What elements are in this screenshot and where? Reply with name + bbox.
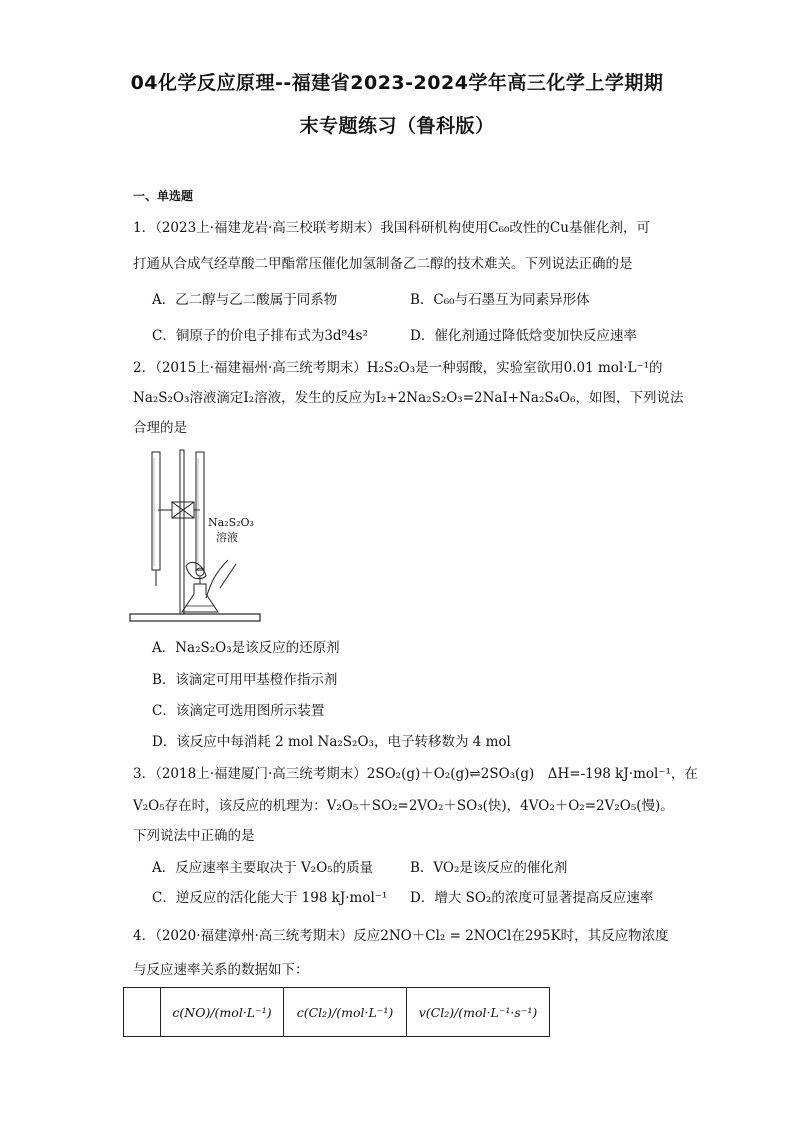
- table-header-blank: [124, 988, 161, 1037]
- q1-option-c: C．铜原子的价电子排布式为3d⁹4s²: [152, 328, 368, 344]
- table-header-c-no: c(NO)/(mol·L⁻¹): [161, 988, 284, 1037]
- q2-option-c: C．该滴定可选用图所示装置: [152, 703, 325, 719]
- titration-apparatus-figure: [128, 448, 268, 628]
- q3-option-a: A．反应速率主要取决于 V₂O₅的质量: [152, 860, 374, 876]
- q1-option-a: A．乙二醇与乙二酸属于同系物: [152, 292, 338, 308]
- document-title-line1: 04化学反应原理--福建省2023-2024学年高三化学上学期期: [130, 72, 664, 94]
- q3-stem-line3: 下列说法中正确的是: [133, 828, 255, 844]
- rate-data-table: [123, 987, 550, 1037]
- document-title-line2: 末专题练习（鲁科版）: [299, 115, 495, 137]
- figure-label-reagent: Na₂S₂O₃: [208, 516, 254, 529]
- q1-option-d: D．催化剂通过降低焓变加快反应速率: [410, 328, 637, 344]
- q3-stem-line1: 3．（2018上·福建厦门·高三统考期末）2SO₂(g)＋O₂(g)⇌2SO₃(g) ΔH=-198 kJ·mol⁻¹，在: [133, 766, 698, 782]
- q2-stem-line2: Na₂S₂O₃溶液滴定I₂溶液，发生的反应为I₂+2Na₂S₂O₃=2NaI+Na₂S₄O₆，如图，下列说法: [133, 390, 684, 406]
- table-header-v-cl2: v(Cl₂)/(mol·L⁻¹·s⁻¹): [407, 988, 550, 1037]
- q3-stem-line2: V₂O₅存在时，该反应的机理为：V₂O₅＋SO₂=2VO₂＋SO₃(快)，4VO₂＋O₂=2V₂O₅(慢)。: [133, 798, 674, 814]
- q4-stem-line2: 与反应速率关系的数据如下：: [133, 962, 309, 978]
- q2-option-b: B．该滴定可用甲基橙作指示剂: [152, 672, 338, 688]
- q2-option-a: A．Na₂S₂O₃是该反应的还原剂: [152, 640, 340, 656]
- q3-option-d: D．增大 SO₂的浓度可显著提高反应速率: [410, 890, 654, 906]
- section-heading: 一、单选题: [133, 189, 194, 203]
- q1-option-b: B．C₆₀与石墨互为同素异形体: [410, 292, 590, 308]
- q1-stem-line2: 打通从合成气经草酸二甲酯常压催化加氢制备乙二醇的技术难关。下列说法正确的是: [133, 256, 633, 272]
- q4-stem-line1: 4．（2020·福建漳州·高三统考期末）反应2NO＋Cl₂ = 2NOCl在295K时，其反应物浓度: [133, 928, 669, 944]
- figure-label-solution: 溶液: [216, 531, 238, 544]
- q2-stem-line1: 2．（2015上·福建福州·高三统考期末）H₂S₂O₃是一种弱酸，实验室欲用0.01 mol·L⁻¹的: [133, 360, 663, 376]
- table-header-row: [124, 988, 550, 1037]
- titration-apparatus-drawing: [128, 448, 268, 628]
- q2-stem-line3: 合理的是: [133, 420, 187, 436]
- table-header-c-cl2: c(Cl₂)/(mol·L⁻¹): [284, 988, 407, 1037]
- q1-stem-line1: 1．（2023上·福建龙岩·高三校联考期末）我国科研机构使用C₆₀改性的Cu基催化剂，可: [133, 220, 650, 236]
- q3-option-c: C．逆反应的活化能大于 198 kJ·mol⁻¹: [152, 890, 388, 906]
- q2-option-d: D．该反应中每消耗 2 mol Na₂S₂O₃，电子转移数为 4 mol: [152, 734, 511, 750]
- q3-option-b: B．VO₂是该反应的催化剂: [410, 860, 568, 876]
